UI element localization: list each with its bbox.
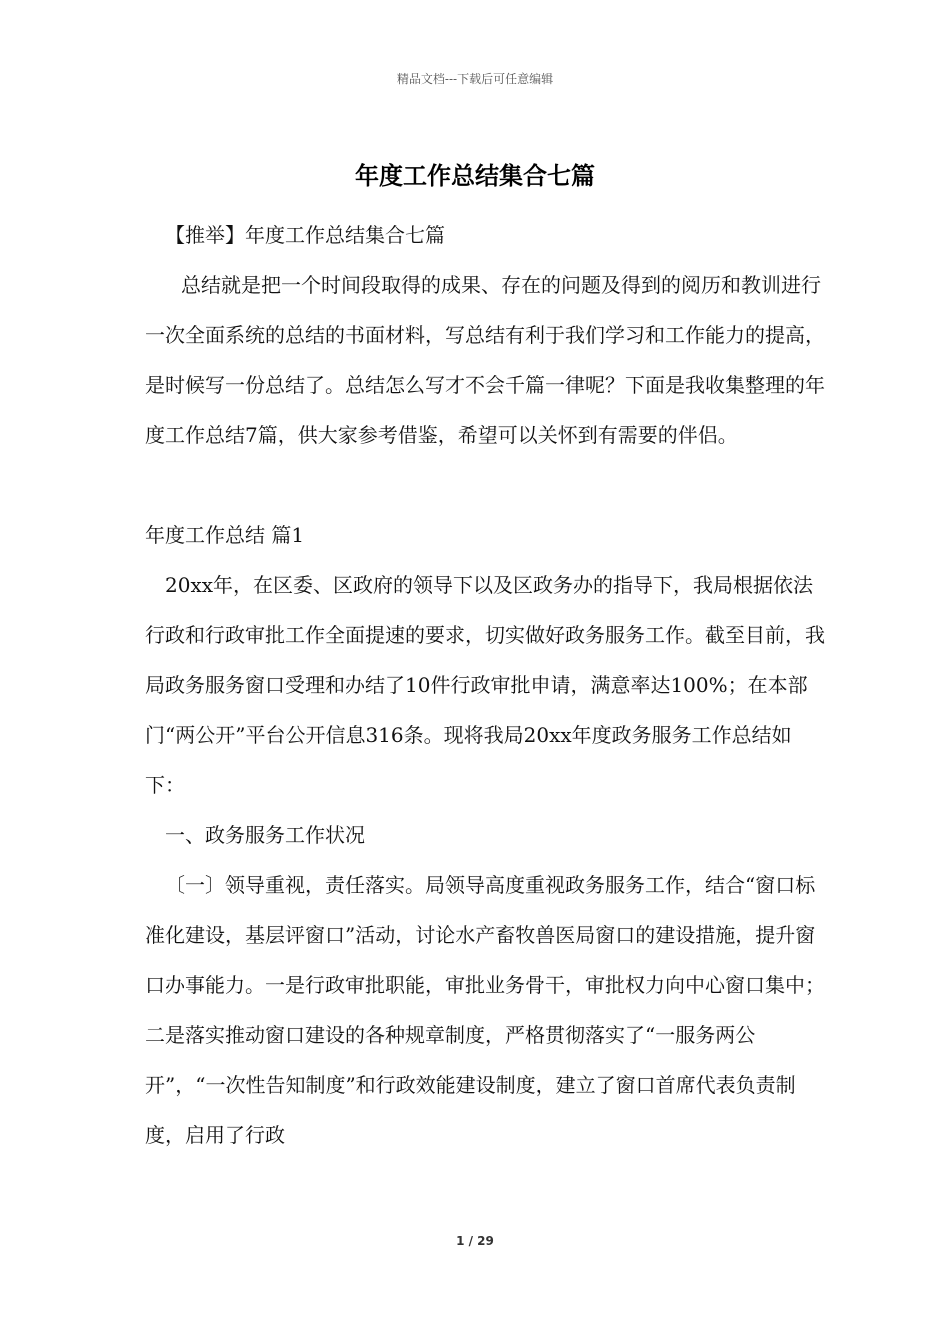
document-title: 年度工作总结集合七篇 (355, 162, 595, 190)
subheading-1: 一、政务服务工作状况 (165, 823, 365, 847)
document-body (145, 210, 825, 1160)
blank-line (145, 460, 825, 510)
paragraph-2: 〔一〕领导重视，责任落实。局领导高度重视政务服务工作，结合“窗口标准化建设，基层评窗口”活动，讨论水产畜牧兽医局窗口的建设措施，提升窗口办事能力。一是行政审批职能，审批业务骨干，审批权力向中心窗口集中；二是落实推动窗口建设的各种规章制度，严格贯彻落实了“一服务两公开”，“一次性告知制度”和行政效能建设制度，建立了窗口首席代表负责制度，启用了行政 (145, 873, 825, 1147)
section-heading-1: 年度工作总结 篇1 (145, 523, 305, 547)
page-number: 1 / 29 (456, 1234, 494, 1248)
recommend-line: 【推举】年度工作总结集合七篇 (165, 223, 445, 247)
intro-paragraph: 总结就是把一个时间段取得的成果、存在的问题及得到的阅历和教训进行一次全面系统的总结的书面材料，写总结有利于我们学习和工作能力的提高，是时候写一份总结了。总结怎么写才不会千篇一律呢？下面是我收集整理的年度工作总结7篇，供大家参考借鉴，希望可以关怀到有需要的伴侣。 (145, 273, 825, 447)
page-header: 精品文档---下载后可任意编辑 (396, 72, 554, 86)
paragraph-1: 20xx年，在区委、区政府的领导下以及区政务办的指导下，我局根据依法行政和行政审批工作全面提速的要求，切实做好政务服务工作。截至目前，我局政务服务窗口受理和办结了10件行政审批申请，满意率达100%；在本部门“两公开”平台公开信息316条。现将我局20xx年度政务服务工作总结如下： (145, 573, 825, 797)
